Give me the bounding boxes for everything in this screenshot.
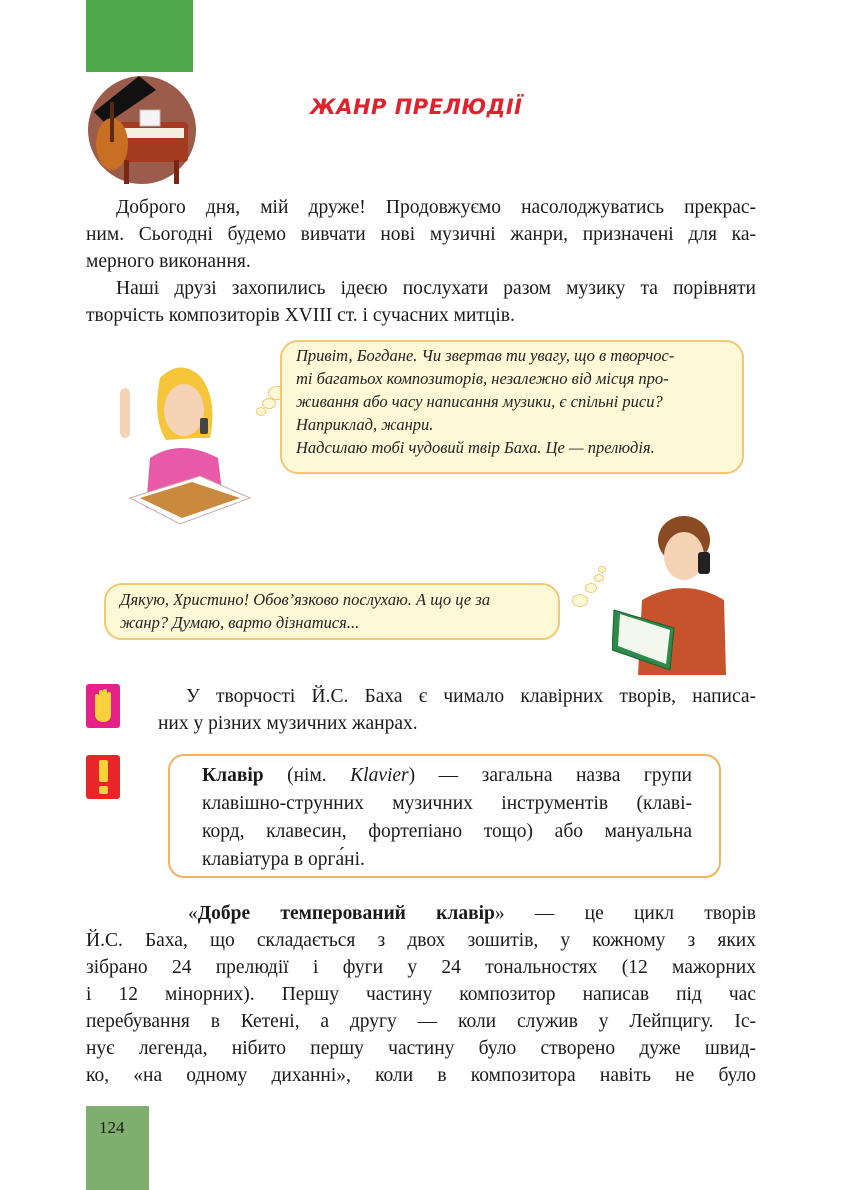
- piano-cello-icon: [84, 72, 196, 188]
- thought-dot: [256, 407, 266, 416]
- girl-phone-illustration: [100, 358, 260, 528]
- definition-box: [168, 754, 721, 878]
- speech-bubble-girl: Привіт, Богдане. Чи звертав ти увагу, що в творчос- ті багатьох композиторів, незалежно від місця про- живання або часу написання музики, є спільні риси? Наприклад, жанри. Надсилаю тобі чудовий твір Баха. Це — прелюдія.: [280, 340, 744, 474]
- chapter-tab: [86, 0, 193, 72]
- page-title: ЖАНР ПРЕЛЮДІЇ: [310, 95, 523, 119]
- wtc-paragraph: «Добре темперований клавір» — це цикл творів Й.С. Баха, що складається з двох зошитів, у кожному з яких зібрано 24 прелюдії і фуги у 24 тональностях (12 мажорних і 12 мінорних). Першу частину композитор написав під час перебування в Кетені, а другу — коли служив у Лейпцигу. Іс- нує легенда, нібито першу частину було створено дуже швид- ко, «на одному диханні», коли в композитора навіть не було: [86, 903, 757, 1086]
- boy-phone-illustration: [612, 510, 732, 675]
- thought-dot: [594, 574, 604, 582]
- thought-dot: [598, 566, 606, 573]
- intro-paragraph: Доброго дня, мій друже! Продовжуємо насолоджуватись прекрас- ним. Сьогодні будемо вивчати нові музичні жанри, призначені для ка- мерного виконання.: [86, 197, 756, 272]
- speech-bubble-boy: Дякую, Христино! Обов’язково послухаю. А що це за жанр? Думаю, варто дізнатися...: [104, 583, 560, 640]
- exclamation-icon: [86, 755, 120, 799]
- bach-paragraph: У творчості Й.С. Баха є чимало клавірних творів, написа- них у різних музичних жанрах.: [158, 686, 756, 734]
- definition-text: Клавір (нім. Klavier) — загальна назва групи клавішно-струнних музичних інструментів (клаві- корд, клавесин, фортепіано тощо) або мануальна клавіатура в орга́ні.: [202, 765, 692, 870]
- thought-dot: [585, 583, 597, 593]
- friends-paragraph: Наші друзі захопились ідеєю послухати разом музику та порівняти творчість композиторів XVIII ст. і сучасних митців.: [86, 278, 756, 326]
- thought-dot: [572, 594, 588, 607]
- page-number: 124: [99, 1118, 125, 1137]
